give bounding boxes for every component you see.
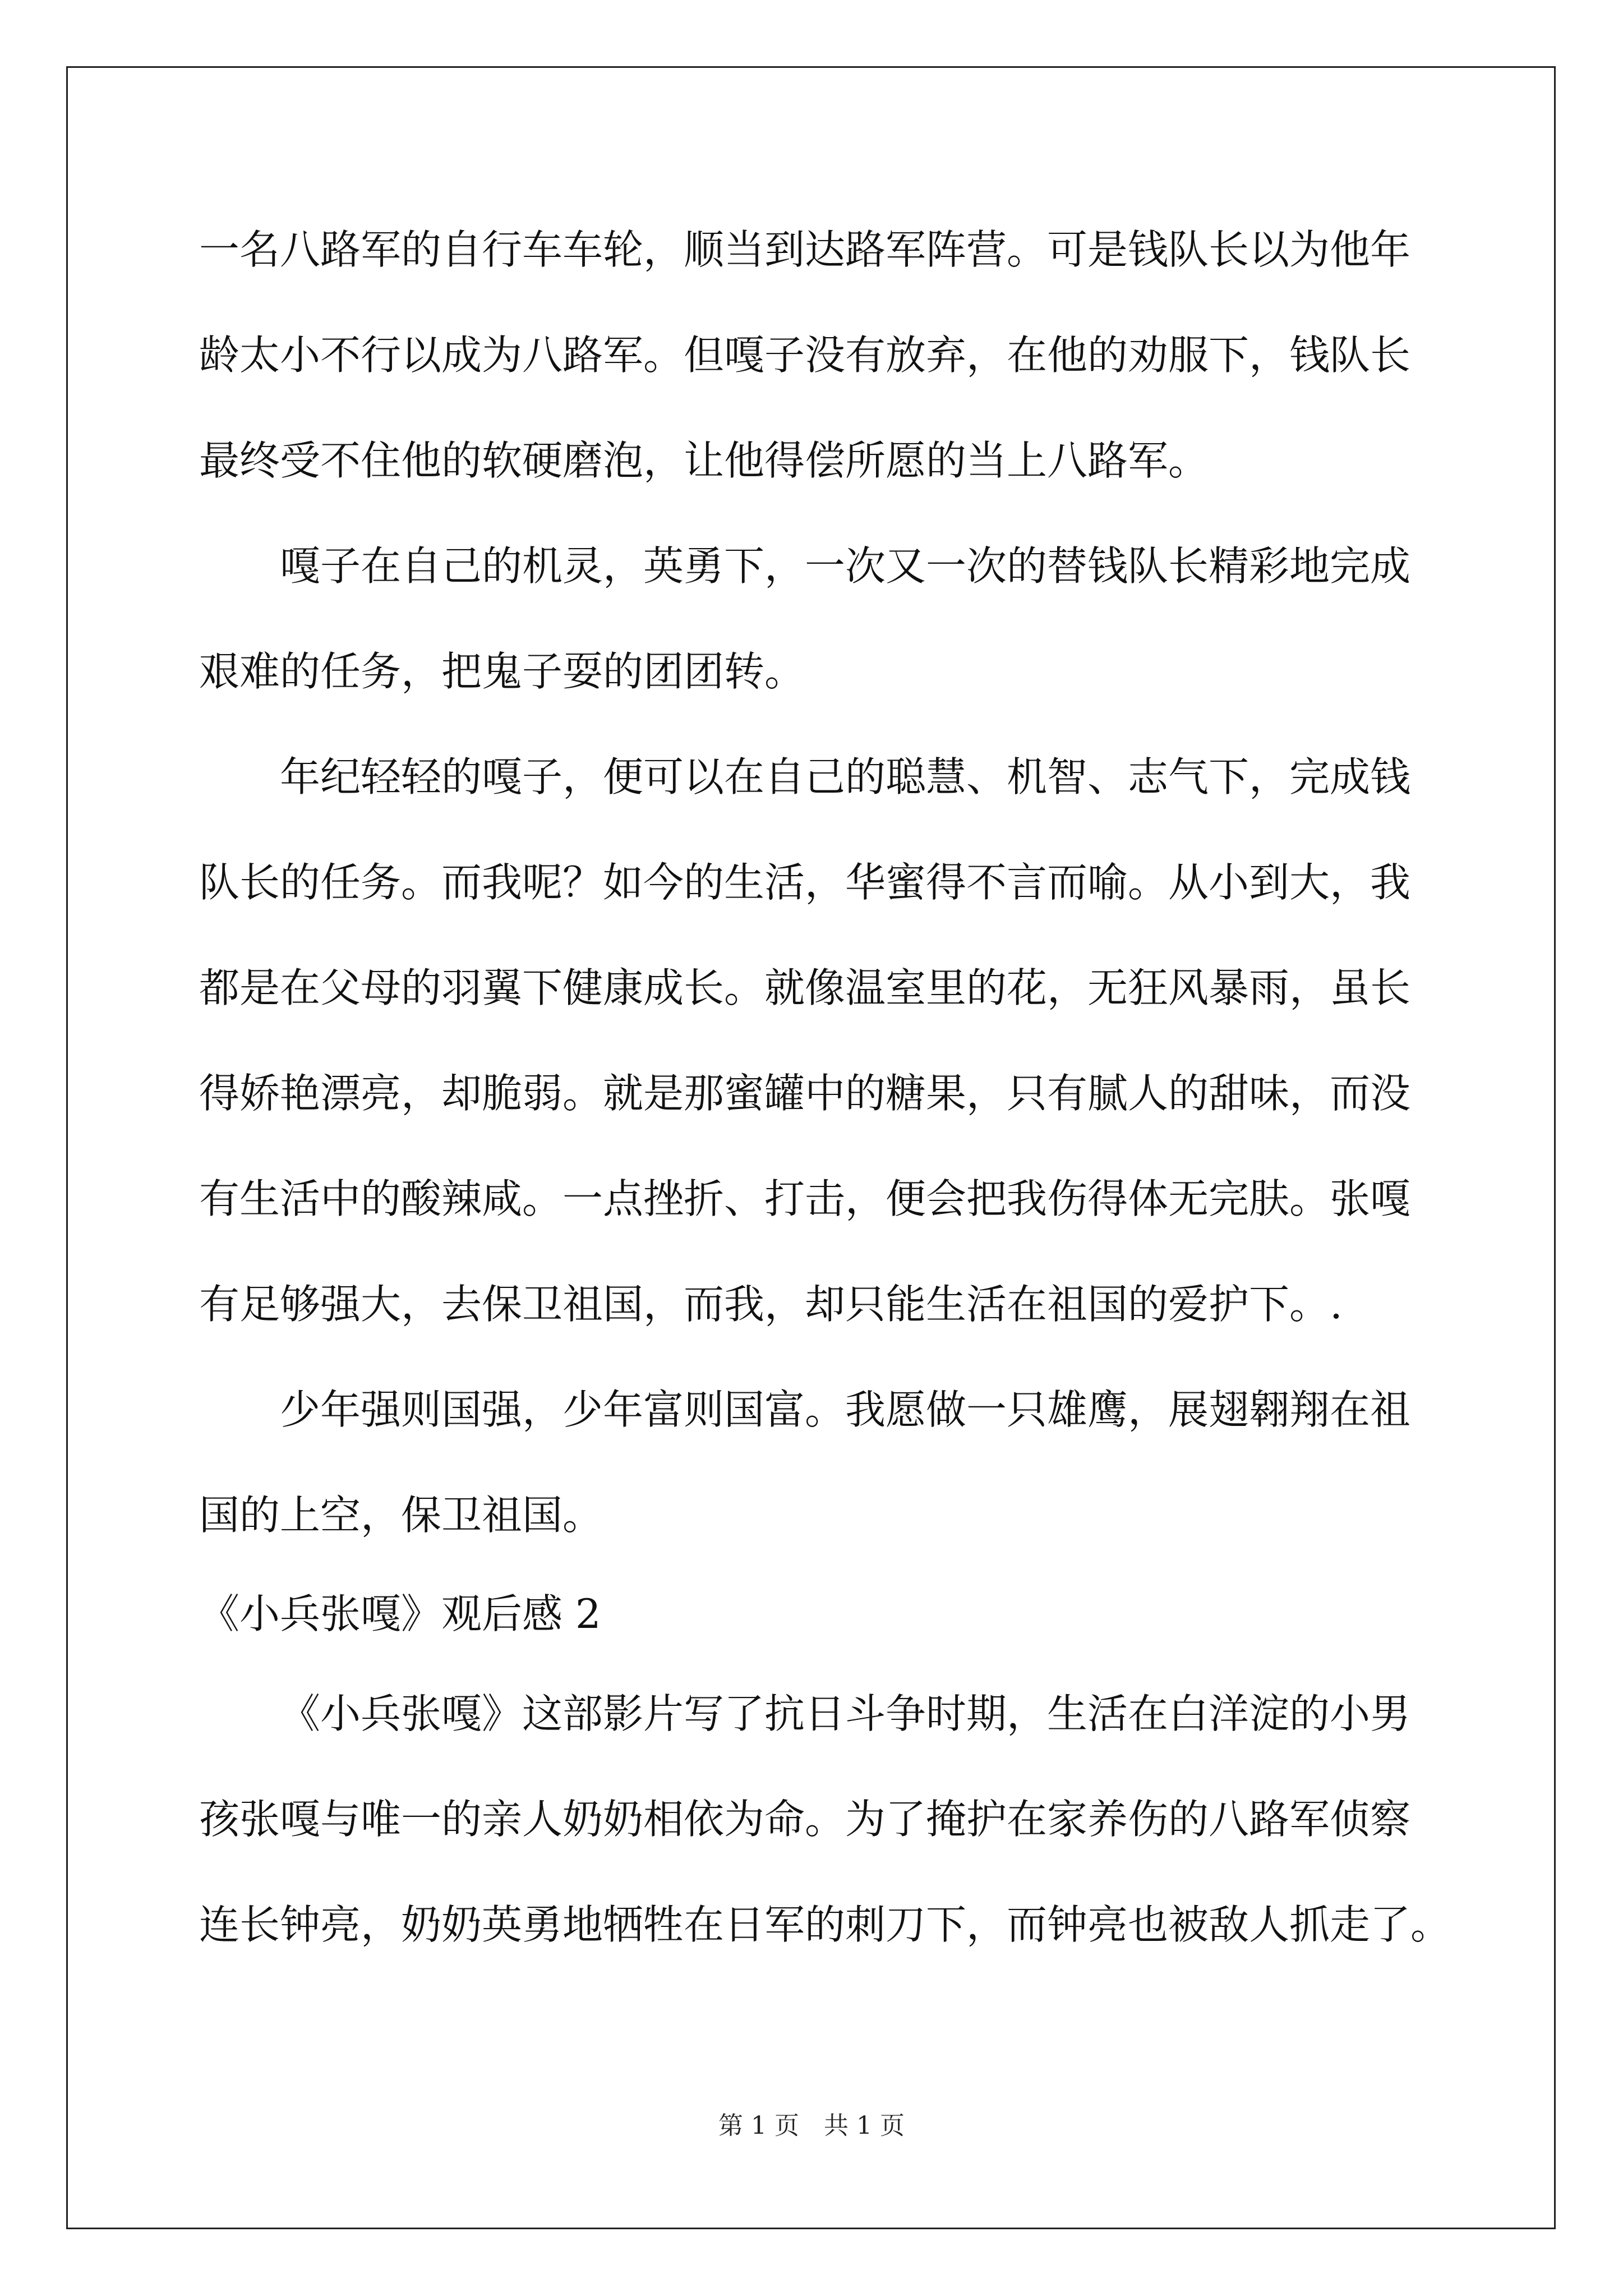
text-line: 队长的任务。而我呢？如今的生活，华蜜得不言而喻。从小到大，我	[199, 859, 1411, 906]
paragraph-start: 《小兵张嘎》这部影片写了抗日斗争时期，生活在白洋淀的小男	[280, 1690, 1411, 1737]
paragraph-start: 嘎子在自己的机灵，英勇下，一次又一次的替钱队长精彩地完成	[280, 542, 1411, 590]
paragraph-start: 少年强则国强，少年富则国富。我愿做一只雄鹰，展翅翱翔在祖	[280, 1386, 1411, 1433]
text-line: 艰难的任务，把鬼子耍的团团转。	[199, 648, 805, 695]
text-line: 得娇艳漂亮，却脆弱。就是那蜜罐中的糖果，只有腻人的甜味，而没	[199, 1070, 1411, 1117]
text-line: 最终受不住他的软硬磨泡，让他得偿所愿的当上八路军。	[199, 437, 1209, 484]
text-line: 有生活中的酸辣咸。一点挫折、打击，便会把我伤得体无完肤。张嘎	[199, 1175, 1411, 1222]
text-line: 孩张嘎与唯一的亲人奶奶相依为命。为了掩护在家养伤的八路军侦察	[199, 1796, 1411, 1843]
text-line: 都是在父母的羽翼下健康成长。就像温室里的花，无狂风暴雨，虽长	[199, 964, 1411, 1011]
text-line: 有足够强大，去保卫祖国，而我，却只能生活在祖国的爱护下。.	[199, 1281, 1343, 1328]
page-footer: 第 1 页 共 1 页	[718, 2111, 905, 2140]
text-line: 龄太小不行以成为八路军。但嘎子没有放弃，在他的劝服下，钱队长	[199, 332, 1411, 379]
text-line: 连长钟亮，奶奶英勇地牺牲在日军的刺刀下，而钟亮也被敌人抓走了。	[199, 1901, 1451, 1948]
paragraph-start: 年纪轻轻的嘎子，便可以在自己的聪慧、机智、志气下，完成钱	[280, 753, 1411, 800]
section-heading: 《小兵张嘎》观后感 2	[199, 1590, 601, 1637]
text-line: 国的上空，保卫祖国。	[199, 1492, 603, 1539]
text-line: 一名八路军的自行车车轮，顺当到达路军阵营。可是钱队长以为他年	[199, 226, 1411, 273]
